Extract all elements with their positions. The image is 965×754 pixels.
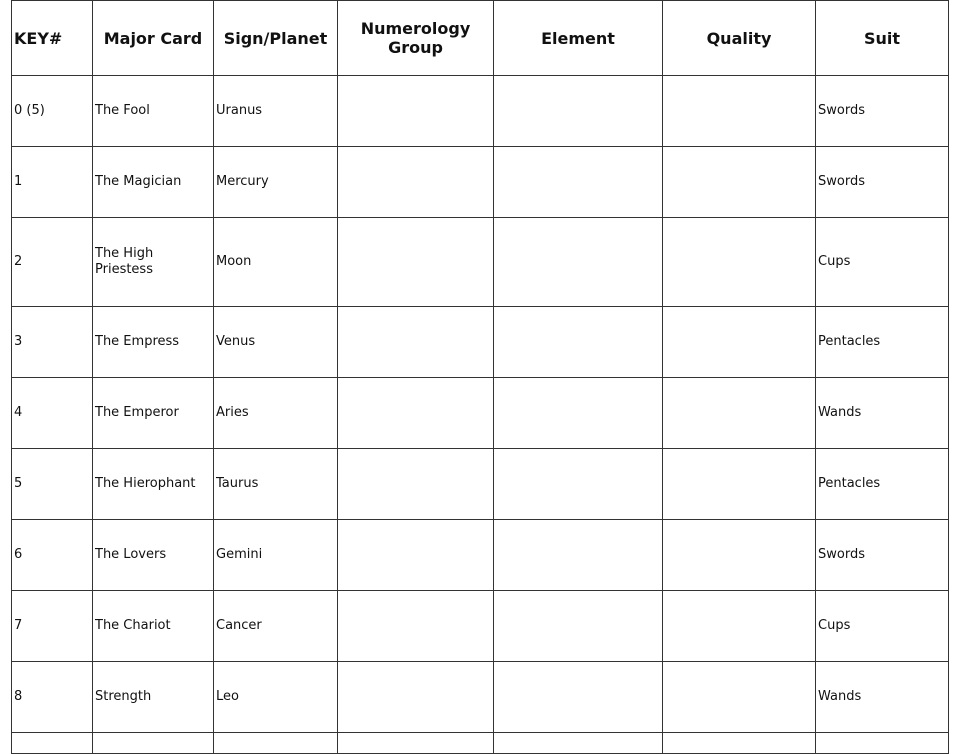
cell-quality[interactable] [663,662,816,733]
cell-element[interactable] [494,218,663,307]
cell-major-card: The Lovers [93,520,214,591]
cell-element[interactable] [494,307,663,378]
header-major-card: Major Card [93,1,214,76]
header-suit: Suit [816,1,949,76]
cell-key: 8 [12,662,93,733]
cell-empty [93,733,214,754]
cell-quality[interactable] [663,449,816,520]
table-row [12,449,949,520]
cell-quality[interactable] [663,378,816,449]
header-element: Element [494,1,663,76]
table-row [12,378,949,449]
cell-key: 3 [12,307,93,378]
cell-quality[interactable] [663,591,816,662]
cell-major-card: The Chariot [93,591,214,662]
tarot-worksheet [11,0,948,754]
cell-empty [663,733,816,754]
header-row [12,1,949,76]
cell-sign-planet: Aries [214,378,338,449]
cell-numerology-group[interactable] [338,147,494,218]
cell-major-card: The Hierophant [93,449,214,520]
cell-element[interactable] [494,147,663,218]
cell-major-card: The Emperor [93,378,214,449]
table-row [12,307,949,378]
cell-sign-planet: Leo [214,662,338,733]
cell-key: 2 [12,218,93,307]
cell-quality[interactable] [663,307,816,378]
cell-quality[interactable] [663,147,816,218]
cell-quality[interactable] [663,520,816,591]
table-row-cut-off [12,733,949,754]
cell-numerology-group[interactable] [338,520,494,591]
cell-empty [214,733,338,754]
cell-major-card: The Empress [93,307,214,378]
header-numerology-line2: Group [388,38,443,57]
cell-suit: Swords [816,147,949,218]
cell-numerology-group[interactable] [338,76,494,147]
cell-sign-planet: Mercury [214,147,338,218]
cell-sign-planet: Uranus [214,76,338,147]
cell-key: 1 [12,147,93,218]
cell-empty [12,733,93,754]
cell-numerology-group[interactable] [338,591,494,662]
table-row [12,591,949,662]
cell-empty [816,733,949,754]
cell-suit: Cups [816,591,949,662]
header-quality: Quality [663,1,816,76]
cell-major-card: The Fool [93,76,214,147]
cell-numerology-group[interactable] [338,662,494,733]
cell-key: 6 [12,520,93,591]
header-numerology-group [338,1,494,76]
cell-sign-planet: Moon [214,218,338,307]
cell-numerology-group[interactable] [338,307,494,378]
table-row [12,147,949,218]
cell-major-card: The Magician [93,147,214,218]
cell-key: 5 [12,449,93,520]
tarot-correspondence-table [11,0,949,754]
cell-suit: Pentacles [816,449,949,520]
table-row [12,662,949,733]
cell-sign-planet: Venus [214,307,338,378]
cell-numerology-group[interactable] [338,218,494,307]
table-row [12,520,949,591]
cell-key: 0 (5) [12,76,93,147]
cell-major-card-line1: The High [95,246,154,261]
cell-quality[interactable] [663,218,816,307]
cell-sign-planet: Gemini [214,520,338,591]
header-sign-planet: Sign/Planet [214,1,338,76]
cell-numerology-group[interactable] [338,449,494,520]
cell-suit: Swords [816,76,949,147]
cell-element[interactable] [494,520,663,591]
cell-element[interactable] [494,591,663,662]
table-row [12,218,949,307]
cell-empty [338,733,494,754]
cell-key: 7 [12,591,93,662]
cell-key: 4 [12,378,93,449]
cell-element[interactable] [494,76,663,147]
cell-suit: Swords [816,520,949,591]
cell-major-card [93,218,214,307]
header-key: KEY# [12,1,93,76]
cell-numerology-group[interactable] [338,378,494,449]
cell-element[interactable] [494,449,663,520]
cell-quality[interactable] [663,76,816,147]
cell-element[interactable] [494,378,663,449]
cell-major-card-line2: Priestess [95,262,153,277]
cell-suit: Wands [816,662,949,733]
cell-suit: Cups [816,218,949,307]
table-row [12,76,949,147]
cell-element[interactable] [494,662,663,733]
cell-suit: Wands [816,378,949,449]
cell-major-card: Strength [93,662,214,733]
cell-empty [494,733,663,754]
cell-sign-planet: Taurus [214,449,338,520]
cell-sign-planet: Cancer [214,591,338,662]
cell-suit: Pentacles [816,307,949,378]
header-numerology-line1: Numerology [360,19,471,38]
